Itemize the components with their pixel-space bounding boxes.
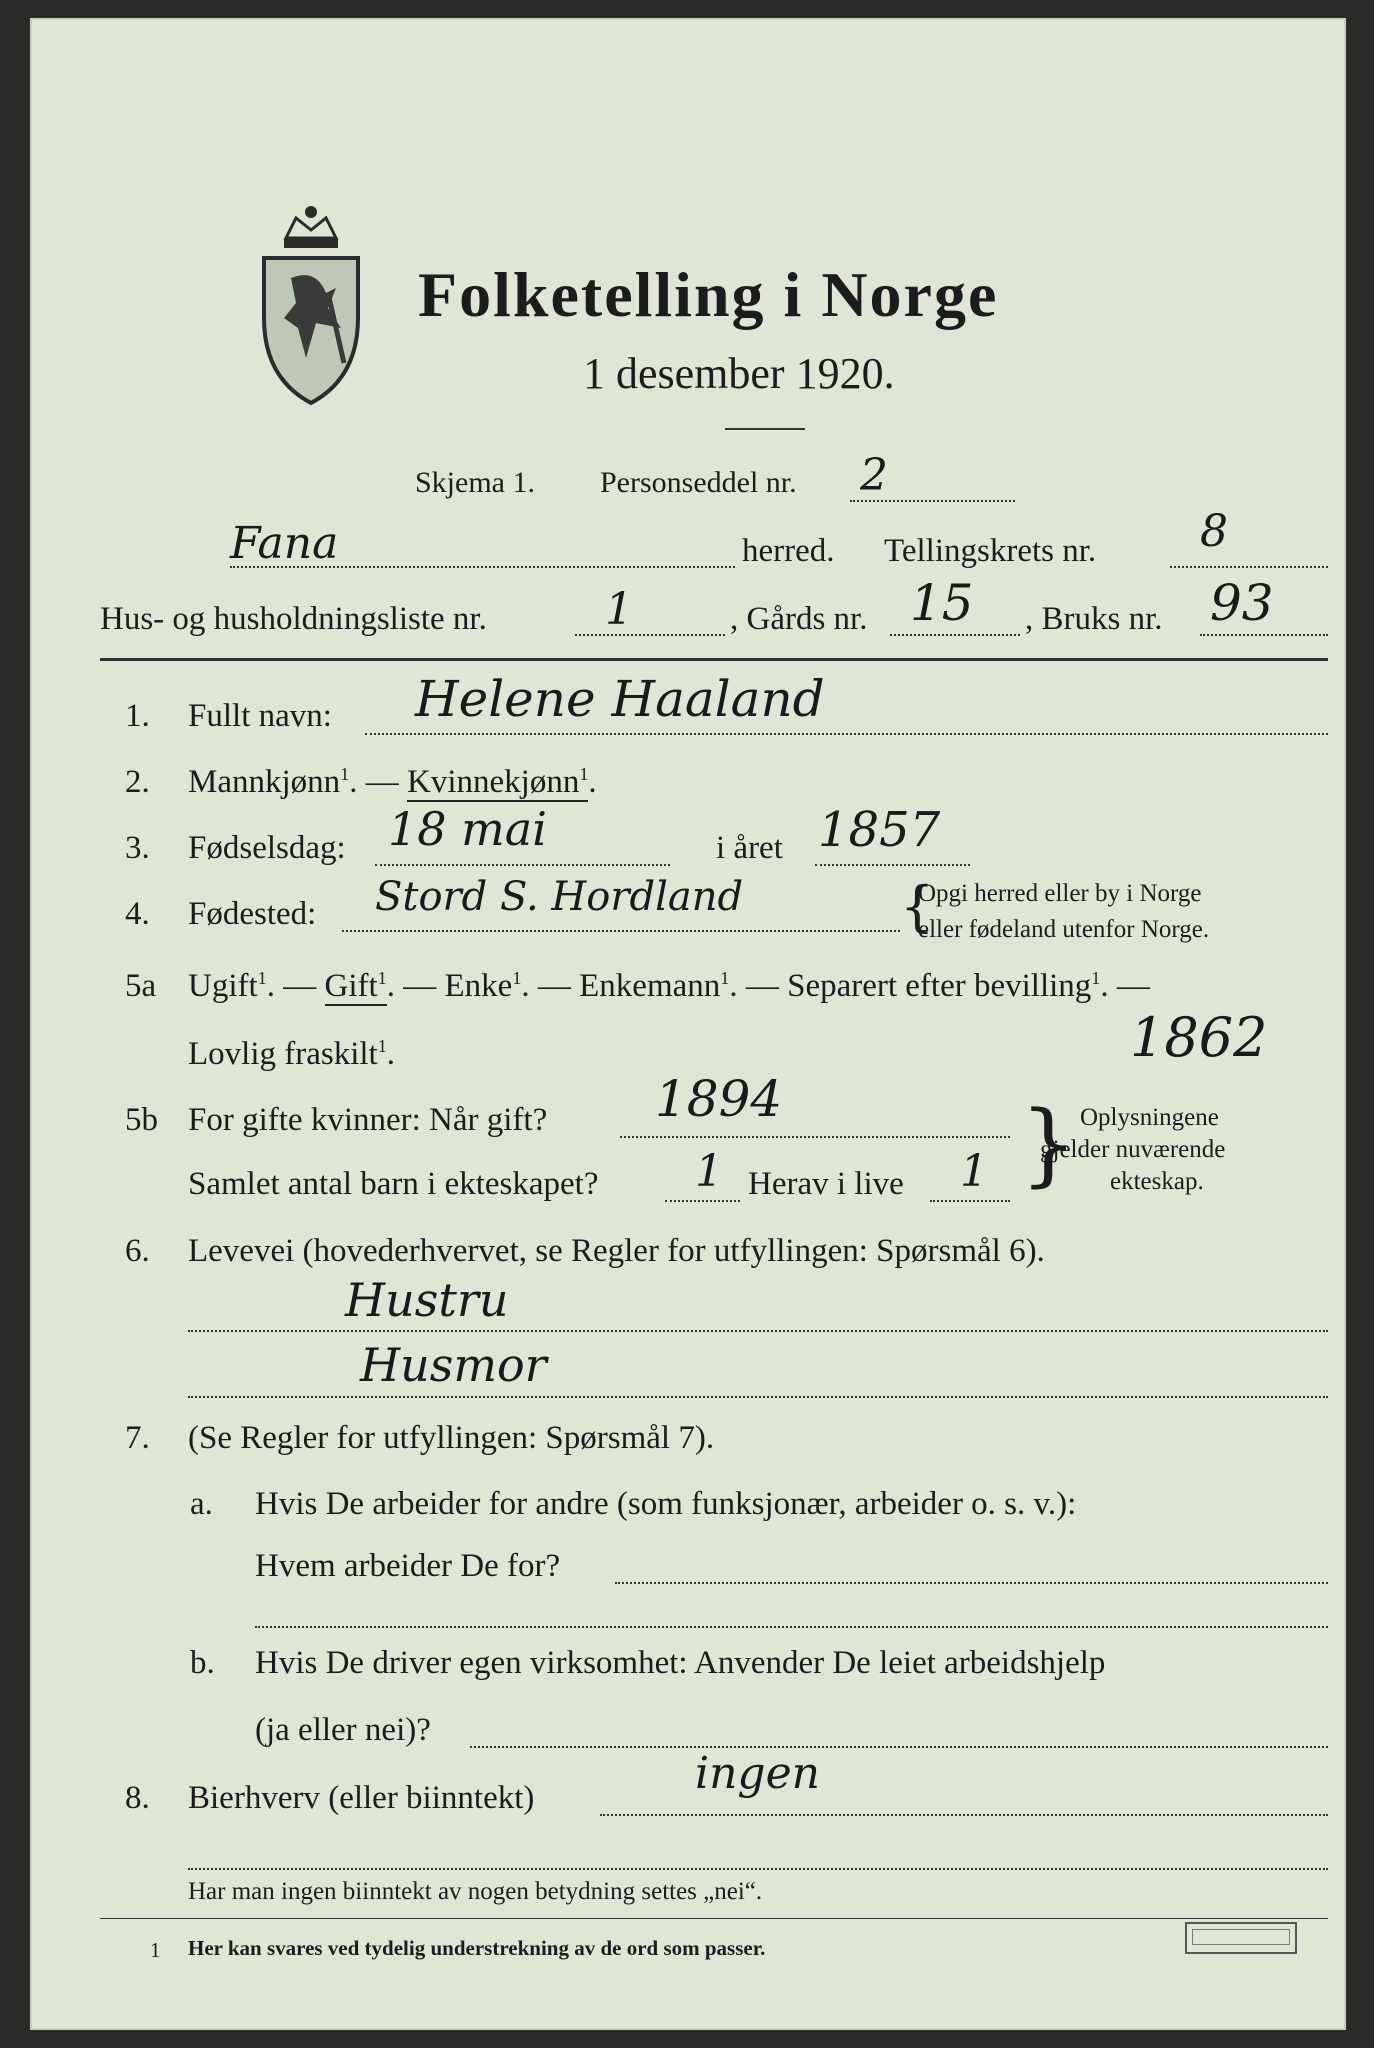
birthplace-value: Stord S. Hordland [375, 874, 744, 920]
gender-line: Mannkjønn$^1$. — Kvinnekjønn$^1$. [188, 764, 597, 800]
hus-value: 1 [605, 584, 633, 635]
marriage-note-3: ekteskap. [1110, 1168, 1204, 1195]
birthplace-note-1: Opgi herred eller by i Norge [918, 880, 1202, 907]
full-name-value: Helene Haaland [415, 670, 825, 728]
footnote-rule [100, 1918, 1328, 1919]
gender-underlined: Kvinnekjønn$^1$ [407, 764, 589, 800]
birthplace-note-2: eller fødeland utenfor Norge. [918, 916, 1210, 943]
personseddel-value: 2 [860, 450, 888, 501]
q7b-text: Hvis De driver egen virksomhet: Anvender De leiet arbeidshjelp [255, 1645, 1106, 1681]
skjema-label: Skjema 1. [415, 466, 535, 499]
q7-label: (Se Regler for utfyllingen: Spørsmål 7). [188, 1420, 715, 1456]
hus-label: Hus- og husholdningsliste nr. [100, 601, 487, 637]
q8-number: 8. [125, 1780, 150, 1816]
q7a-question: Hvem arbeider De for? [255, 1548, 561, 1584]
q2-number: 2. [125, 764, 150, 800]
q3-number: 3. [125, 830, 150, 866]
birth-year-value: 1857 [818, 802, 941, 858]
year-label: i året [716, 830, 783, 866]
q5b-label: For gifte kvinner: Når gift? [188, 1102, 548, 1138]
bruks-label: , Bruks nr. [1025, 601, 1163, 637]
header-rule [100, 658, 1328, 661]
q7-number: 7. [125, 1420, 150, 1456]
title-divider [725, 428, 805, 430]
civil-status-underlined: Gift$^1$ [324, 968, 387, 1004]
census-date: 1 desember 1920. [583, 349, 895, 398]
q5b-number: 5b [125, 1102, 158, 1138]
occupation-value-2: Husmor [360, 1338, 547, 1392]
q7b-question: (ja eller nei)? [255, 1712, 431, 1748]
birthday-value: 18 mai [388, 802, 547, 856]
q4-number: 4. [125, 896, 150, 932]
fraskilt-line: Lovlig fraskilt$^1$. [188, 1036, 396, 1072]
herred-label: herred. [742, 533, 835, 569]
footnote-text: Her kan svares ved tydelig understrekning av de ord som passer. [188, 1936, 766, 1960]
q7a-text: Hvis De arbeider for andre (som funksjonær, arbeider o. s. v.): [255, 1486, 1077, 1522]
q1-label: Fullt navn: [188, 698, 332, 734]
coat-of-arms-icon [256, 198, 366, 408]
footnote-mark: 1 [150, 1938, 161, 1962]
marriage-year-note: 1862 [1130, 1006, 1268, 1069]
q4-label: Fødested: [188, 896, 317, 932]
printer-stamp-icon [1185, 1922, 1297, 1954]
census-form: Folketelling i Norge 1 desember 1920. Skjema 1. Personseddel nr. 2 Fana herred. Tellingskrets nr. 8 Hus- og husholdningsliste nr. 1 , Gårds nr. 15 , Bruks nr. 93 1. Fullt navn: Helene Haaland 2. Mannkjønn$^1$. — Kvinnekjønn$^1$. 3. Fødselsdag: 18 mai i året 1857 4. Fødested: Stord S. Hordland { Opgi herred eller by i Norge eller fødeland utenfor Norge. 5a Ugift$^1$. — Gift$^1$. — Enke$^1$. — Enkemann$^1$. — Separert efter bevilling$^1$. — Lovlig fraskilt$^1$. 1862 5b For gifte kvinner: Når gift? 1894 Samlet antal barn i ekteskapet? 1 Herav i live 1 } Oplysningene gjelder nuværende ekteskap. 6. Levevei (hovederhvervet, se Regler for utfyllingen: Spørsmål 6). Hustru Husmor 7. (Se Regler for utfyllingen: Spørsmål 7). a. Hvis De arbeider for andre (som funksjonær, arbeider o. s. v.): Hvem arbeider De for? b. Hvis De driver egen virksomhet: Anvender De leiet arbeidshjelp (ja eller nei)? 8. Bierhverv (eller biinntekt) ingen Har man ingen biinntekt av nogen betydning settes „nei“. 1 Her kan svares ved tydelig understrekning av de ord som passer. [30, 18, 1346, 2030]
q6-label: Levevei (hovederhvervet, se Regler for utfyllingen: Spørsmål 6). [188, 1233, 1045, 1269]
side-income-value: ingen [695, 1748, 820, 1799]
q6-number: 6. [125, 1233, 150, 1269]
q7a-number: a. [190, 1486, 213, 1522]
civil-status-line: Ugift$^1$. — Gift$^1$. — Enke$^1$. — Enkemann$^1$. — Separert efter bevilling$^1$. — [188, 968, 1150, 1004]
children-value: 1 [695, 1146, 723, 1197]
married-year-value: 1894 [655, 1070, 783, 1128]
nei-note: Har man ingen biinntekt av nogen betydning settes „nei“. [188, 1878, 763, 1905]
marriage-note-2: gjelder nuværende [1040, 1136, 1226, 1163]
herred-value: Fana [230, 518, 339, 569]
q1-number: 1. [125, 698, 150, 734]
gards-value: 15 [910, 574, 974, 632]
form-title: Folketelling i Norge [418, 259, 999, 330]
q7b-number: b. [190, 1645, 215, 1681]
q5a-number: 5a [125, 968, 157, 1004]
gards-label: , Gårds nr. [730, 601, 868, 637]
tellingskrets-value: 8 [1200, 506, 1228, 557]
bruks-value: 93 [1210, 574, 1274, 632]
occupation-value-1: Hustru [345, 1273, 509, 1327]
personseddel-label: Personseddel nr. [600, 466, 797, 499]
marriage-note-1: Oplysningene [1080, 1104, 1219, 1131]
tellingskrets-label: Tellingskrets nr. [884, 533, 1097, 569]
q3-label: Fødselsdag: [188, 830, 346, 866]
children-label: Samlet antal barn i ekteskapet? [188, 1166, 599, 1202]
q8-label: Bierhverv (eller biinntekt) [188, 1780, 535, 1816]
alive-value: 1 [960, 1146, 988, 1197]
alive-label: Herav i live [748, 1166, 904, 1202]
